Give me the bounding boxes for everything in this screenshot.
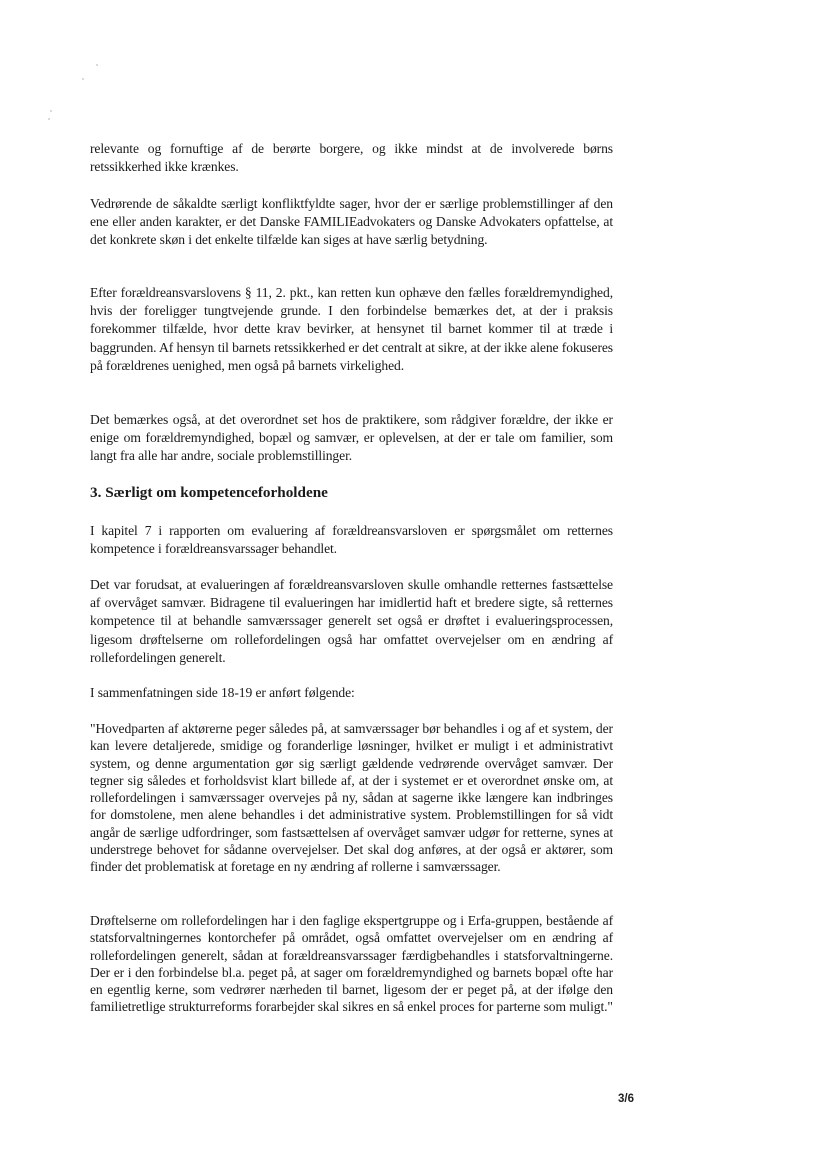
paragraph-4: Det bemærkes også, at det overordnet set hos de praktikere, som rådgiver forældre, der ikke er enige om forældremyndighed, bopæl og samvær, er oplevelsen, at der er tale om familier, som langt fra alle har andre, sociale problemstillinger. (90, 412, 613, 464)
scan-speck (48, 118, 50, 120)
scan-speck (96, 64, 98, 66)
paragraph-7: I sammenfatningen side 18-19 er anført følgende: (90, 685, 355, 700)
paragraph-2: Vedrørende de såkaldte særligt konfliktfyldte sager, hvor der er særlige problemstillinger af den ene eller anden karakter, er det Danske FAMILIEadvokaters og Danske Advokaters opfattelse, at det konkrete skøn i det enkelte tilfælde kan siges at have særlig betydning. (90, 196, 613, 248)
paragraph-6: Det var forudsat, at evalueringen af forældreansvarsloven skulle omhandle retternes fastsættelse af overvåget samvær. Bidragene til evalueringen har imidlertid haft et bredere sigte, så retternes kompetence til at behandle samværssager generelt set også er drøftet i evalueringsprocessen, ligesom drøftelserne om rollefordelingen også har omfattet overvejelser om en ændring af rollefordelingen generelt. (90, 577, 613, 665)
section-heading: 3. Særligt om kompetenceforholdene (90, 484, 328, 501)
scan-speck (82, 78, 84, 80)
scan-speck (50, 110, 52, 112)
quote-paragraph-2: Drøftelserne om rollefordelingen har i den faglige ekspertgruppe og i Erfa-gruppen, bestående af statsforvaltningernes kontorchefer på området, også omfattet overvejelser om en ændring af rollefordelingen generelt, sådan at forældreansvarssager færdigbehandles i statsforvaltningerne. Der er i den forbindelse bl.a. peget på, at sager om forældremyndighed og barnets bopæl ofte har en egentlig kerne, som vedrører nærheden til barnet, ligesom der er peget på, at der ifølge den familietretlige strukturreforms forarbejder skal sikres en så enkel proces for parterne som muligt." (90, 913, 613, 1015)
quote-paragraph-1: "Hovedparten af aktørerne peger således på, at samværssager bør behandles i og af et system, der kan levere detaljerede, smidige og foranderlige løsninger, hvilket er muligt i et administrativt system, og denne argumentation gør sig særligt gældende vedrørende overvåget samvær. Der tegner sig således et forholdsvist klart billede af, at der i systemet er et overordnet ønske om, at rollefordelingen i samværssager overvejes på ny, sådan at sagerne ikke længere kan indbringes for domstolene, men alene behandles i det administrative system. Problemstillingen for så vidt angår de særlige udfordringer, som fastsættelsen af overvåget samvær udgør for retterne, synes at understrege behovet for sådanne overvejelser. Det skal dog anføres, at der også er aktører, som finder det problematisk at foretage en ny ændring af rollerne i samværssager. (90, 721, 613, 875)
paragraph-5: I kapitel 7 i rapporten om evaluering af forældreansvarsloven er spørgsmålet om retternes kompetence i forældreansvarssager behandlet. (90, 523, 613, 557)
paragraph-3: Efter forældreansvarslovens § 11, 2. pkt., kan retten kun ophæve den fælles forældremyndighed, hvis der foreligger tungtvejende grunde. I den forbindelse bemærkes det, at der i praksis forekommer tilfælde, hvor dette krav bevirker, at hensynet til barnet kommer til at træde i baggrunden. Af hensyn til barnets retssikkerhed er det centralt at sikre, at der ikke alene fokuseres på forældrenes uenighed, men også på barnets virkelighed. (90, 285, 613, 373)
paragraph-1: relevante og fornuftige af de berørte borgere, og ikke mindst at de involverede børns retssikkerhed ikke krænkes. (90, 141, 613, 175)
page-number: 3/6 (618, 1093, 634, 1105)
